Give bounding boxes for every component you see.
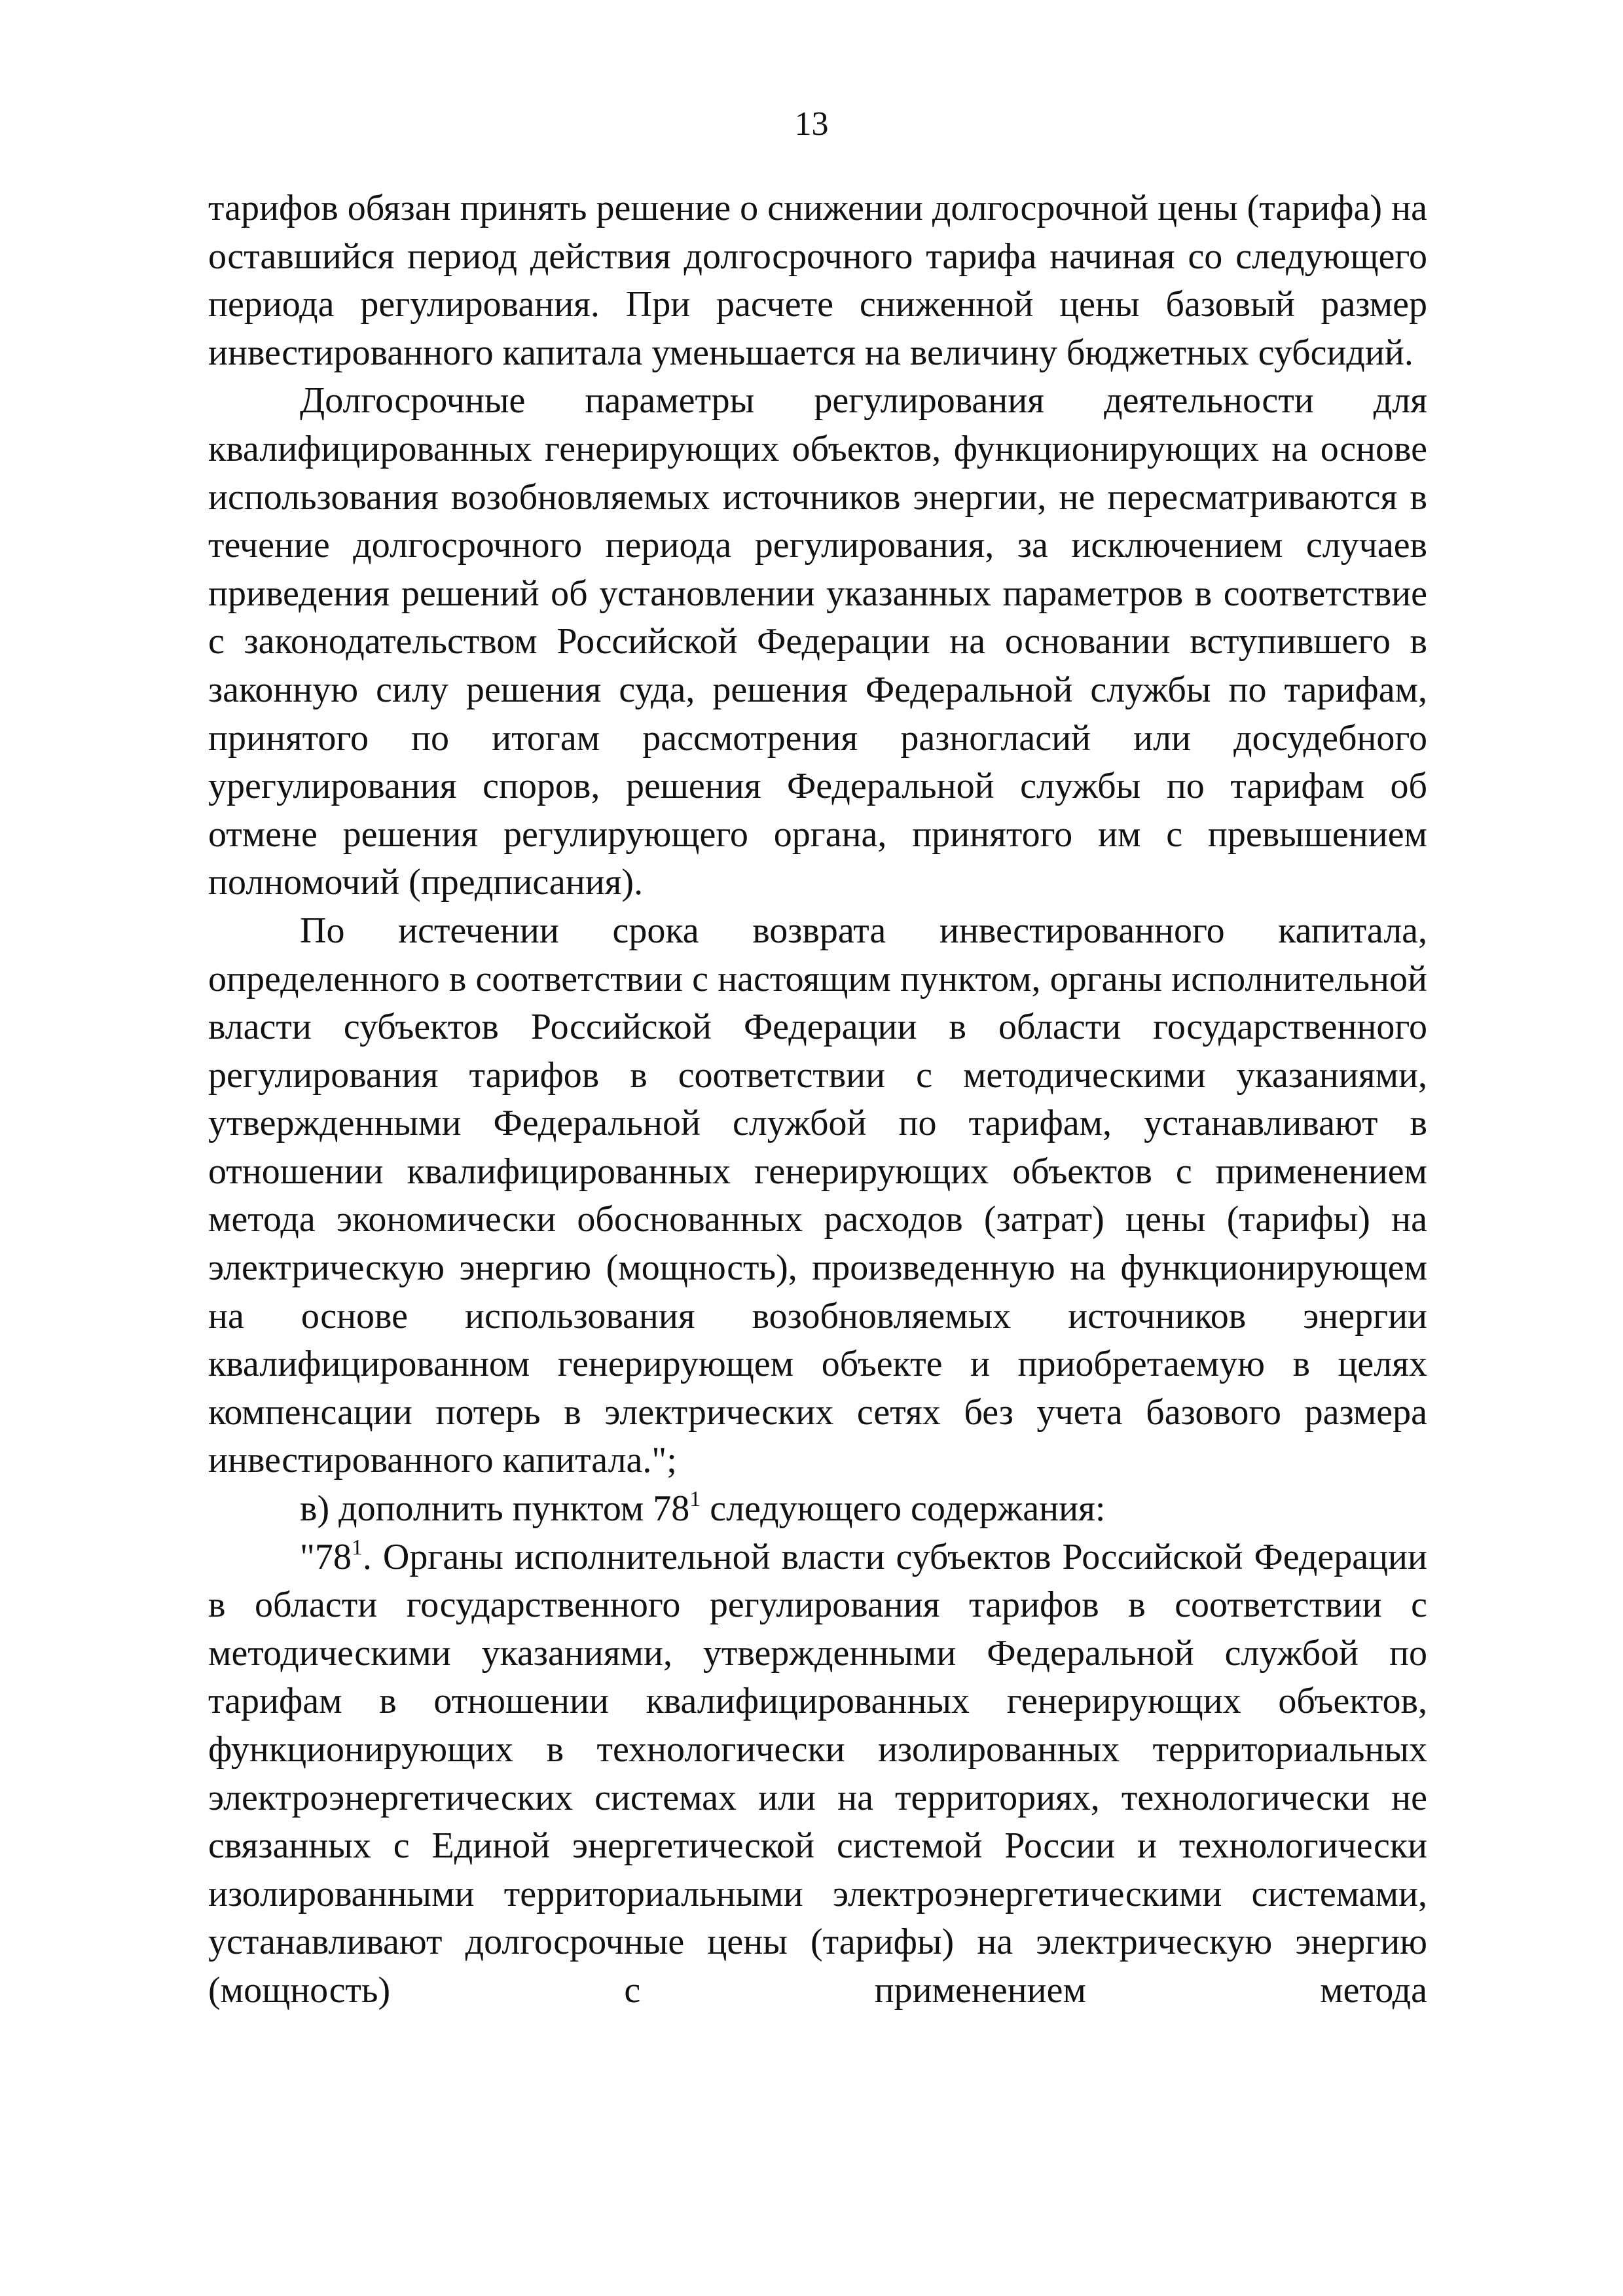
amendment-intro-text: в) дополнить пунктом 78 — [300, 1488, 690, 1530]
paragraph-long-term-parameters: Долгосрочные параметры регулирования деятельности для квалифицированных генерирующих объектов, функционирующих на основе использования возобновляемых источников энергии, не пересматриваются в течение долгосрочного периода регулирования, за исключением случаев приведения решений об установлении указанных параметров в соответствие с законодательством Российской Федерации на основании вступившего в законную силу решения суда, решения Федеральной службы по тарифам, принятого по итогам рассмотрения разногласий или досудебного урегулирования споров, решения Федеральной службы по тарифам об отмене решения регулирующего органа, принятого им с превышением полномочий (предписания). — [208, 380, 1427, 903]
clause-text: . Органы исполнительной власти субъектов Российской Федерации в области государственного регулирования тарифов в соответствии с методическими указаниями, утвержденными Федеральной службой по тарифам в отношении квалифицированных генерирующих объектов, функционирующих в технологически изолированных территориальных электроэнергетических системах или на территориях, технологически не связанных с Единой энергетической системой России и технологически изолированными территориальными электроэнергетическими системами, устанавливают долгосрочные цены (тарифы) на электрическую энергию (мощность) с применением метода — [208, 1536, 1427, 2011]
paragraph-clause-78-1 — [208, 1534, 1427, 2015]
amendment-intro-tail: следующего содержания: — [701, 1488, 1106, 1530]
paragraph-capital-return: По истечении срока возврата инвестированного капитала, определенного в соответствии с настоящим пунктом, органы исполнительной власти субъектов Российской Федерации в области государственного регулирования тарифов в соответствии с методическими указаниями, утвержденными Федеральной службой по тарифам, устанавливают в отношении квалифицированных генерирующих объектов с применением метода экономически обоснованных расходов (затрат) цены (тарифы) на электрическую энергию (мощность), произведенную на функционирующем на основе использования возобновляемых источников энергии квалифицированном генерирующем объекте и приобретаемую в целях компенсации потерь в электрических сетях без учета базового размера инвестированного капитала."; — [208, 910, 1427, 1481]
document-body — [208, 185, 1427, 2015]
page-number: 13 — [794, 105, 829, 143]
paragraph-continuation: тарифов обязан принять решение о снижении долгосрочной цены (тарифа) на оставшийся период действия долгосрочного тарифа начиная со следующего периода регулирования. При расчете сниженной цены базовый размер инвестированного капитала уменьшается на величину бюджетных субсидий. — [208, 188, 1427, 373]
paragraph-amendment-intro — [208, 1485, 1427, 1534]
clause-number: "78 — [300, 1536, 352, 1577]
superscript-index: 1 — [351, 1535, 363, 1560]
superscript-index: 1 — [689, 1487, 701, 1512]
